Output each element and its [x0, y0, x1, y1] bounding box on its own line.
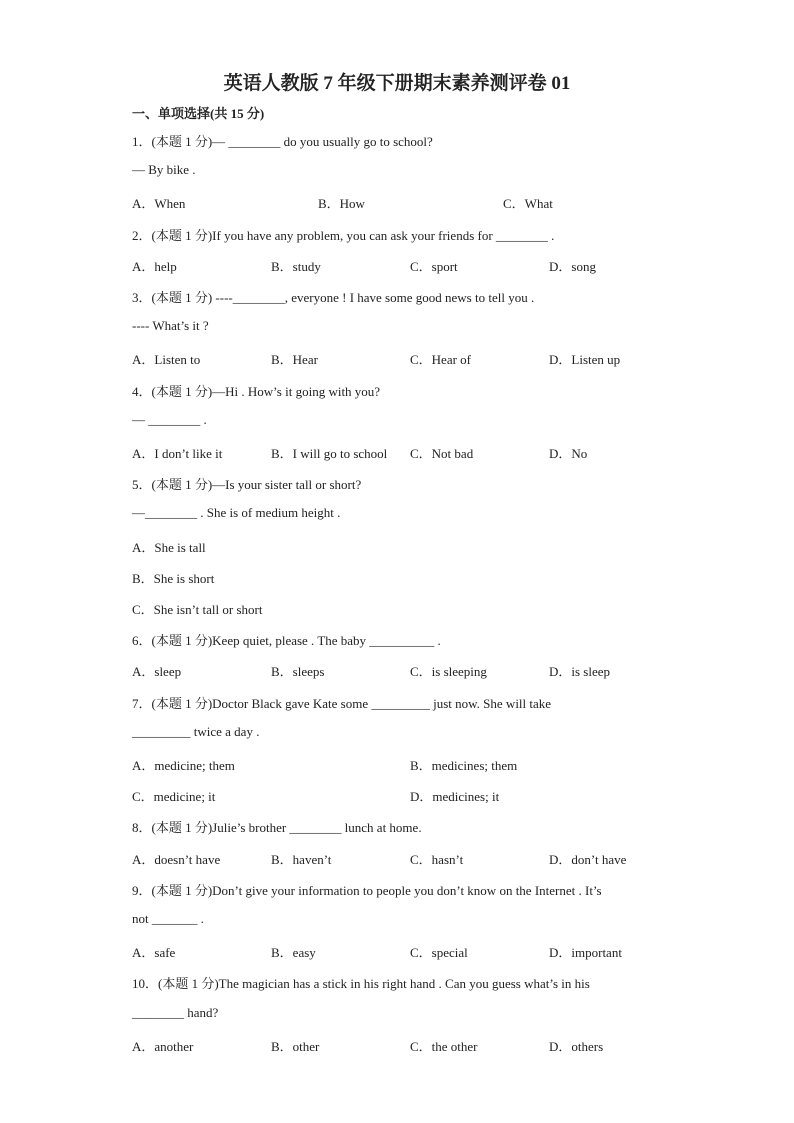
question-2-option-c[interactable]: C．sport [410, 259, 458, 274]
question-5-line-1: 5．(本题 1 分)—Is your sister tall or short? [132, 477, 362, 492]
question-10-line-1: 10．(本题 1 分)The magician has a stick in his right hand . Can you guess what’s in his [132, 976, 590, 991]
question-4-option-a[interactable]: A．I don’t like it [132, 446, 223, 461]
question-3-line-2: ---- What’s it ? [132, 318, 209, 333]
question-1-option-b[interactable]: B．How [318, 196, 365, 211]
question-5-option-a[interactable]: A．She is tall [132, 540, 206, 555]
question-4-option-d[interactable]: D．No [549, 446, 588, 461]
question-9-option-d[interactable]: D．important [549, 945, 622, 960]
question-3-option-b[interactable]: B．Hear [271, 352, 318, 367]
question-7-line-2: _________ twice a day . [132, 724, 260, 739]
question-9-option-c[interactable]: C．special [410, 945, 468, 960]
question-8-line-1: 8．(本题 1 分)Julie’s brother ________ lunch at home. [132, 820, 422, 835]
question-3-option-d[interactable]: D．Listen up [549, 352, 621, 367]
question-10-line-2: ________ hand? [132, 1005, 219, 1020]
question-10-option-a[interactable]: A．another [132, 1039, 194, 1054]
question-6-option-b[interactable]: B．sleeps [271, 664, 325, 679]
question-5-option-c[interactable]: C．She isn’t tall or short [132, 602, 263, 617]
question-4-option-c[interactable]: C．Not bad [410, 446, 474, 461]
question-6-option-d[interactable]: D．is sleep [549, 664, 611, 679]
question-7-option-d[interactable]: D．medicines; it [410, 789, 500, 804]
question-6-line-1: 6．(本题 1 分)Keep quiet, please . The baby __________ . [132, 633, 441, 648]
question-1-line-1: 1．(本题 1 分)— ________ do you usually go to school? [132, 134, 433, 149]
question-9-option-b[interactable]: B．easy [271, 945, 316, 960]
question-5-option-b[interactable]: B．She is short [132, 571, 215, 586]
question-4-line-2: — ________ . [132, 412, 207, 427]
question-1-option-a[interactable]: A．When [132, 196, 186, 211]
question-7-line-1: 7．(本题 1 分)Doctor Black gave Kate some _________ just now. She will take [132, 696, 552, 711]
question-9-option-a[interactable]: A．safe [132, 945, 176, 960]
question-9-line-2: not _______ . [132, 911, 204, 926]
question-1-line-2: — By bike . [132, 162, 196, 177]
question-3-line-1: 3．(本题 1 分) ----________, everyone ! I have some good news to tell you . [132, 290, 535, 305]
question-2-option-b[interactable]: B．study [271, 259, 321, 274]
question-10-option-d[interactable]: D．others [549, 1039, 604, 1054]
question-8-option-b[interactable]: B．haven’t [271, 852, 332, 867]
question-8-option-c[interactable]: C．hasn’t [410, 852, 464, 867]
question-7-option-a[interactable]: A．medicine; them [132, 758, 235, 773]
question-1-option-c[interactable]: C．What [503, 196, 553, 211]
question-9-line-1: 9．(本题 1 分)Don’t give your information to people you don’t know on the Internet . It’s [132, 883, 602, 898]
question-7-option-c[interactable]: C．medicine; it [132, 789, 216, 804]
question-3-option-c[interactable]: C．Hear of [410, 352, 472, 367]
question-8-option-a[interactable]: A．doesn’t have [132, 852, 221, 867]
question-8-option-d[interactable]: D．don’t have [549, 852, 627, 867]
page-title: 英语人教版 7 年级下册期末素养测评卷 01 [223, 73, 571, 94]
question-7-option-b[interactable]: B．medicines; them [410, 758, 518, 773]
question-3-option-a[interactable]: A．Listen to [132, 352, 201, 367]
question-6-option-a[interactable]: A．sleep [132, 664, 182, 679]
question-4-line-1: 4．(本题 1 分)—Hi . How’s it going with you? [132, 384, 381, 399]
question-10-option-b[interactable]: B．other [271, 1039, 320, 1054]
question-6-option-c[interactable]: C．is sleeping [410, 664, 487, 679]
question-2-line-1: 2．(本题 1 分)If you have any problem, you can ask your friends for ________ . [132, 228, 555, 243]
question-10-option-c[interactable]: C．the other [410, 1039, 478, 1054]
question-2-option-a[interactable]: A．help [132, 259, 177, 274]
question-5-line-2: —________ . She is of medium height . [132, 505, 341, 520]
question-4-option-b[interactable]: B．I will go to school [271, 446, 388, 461]
question-2-option-d[interactable]: D．song [549, 259, 596, 274]
section-heading: 一、单项选择(共 15 分) [132, 106, 265, 121]
